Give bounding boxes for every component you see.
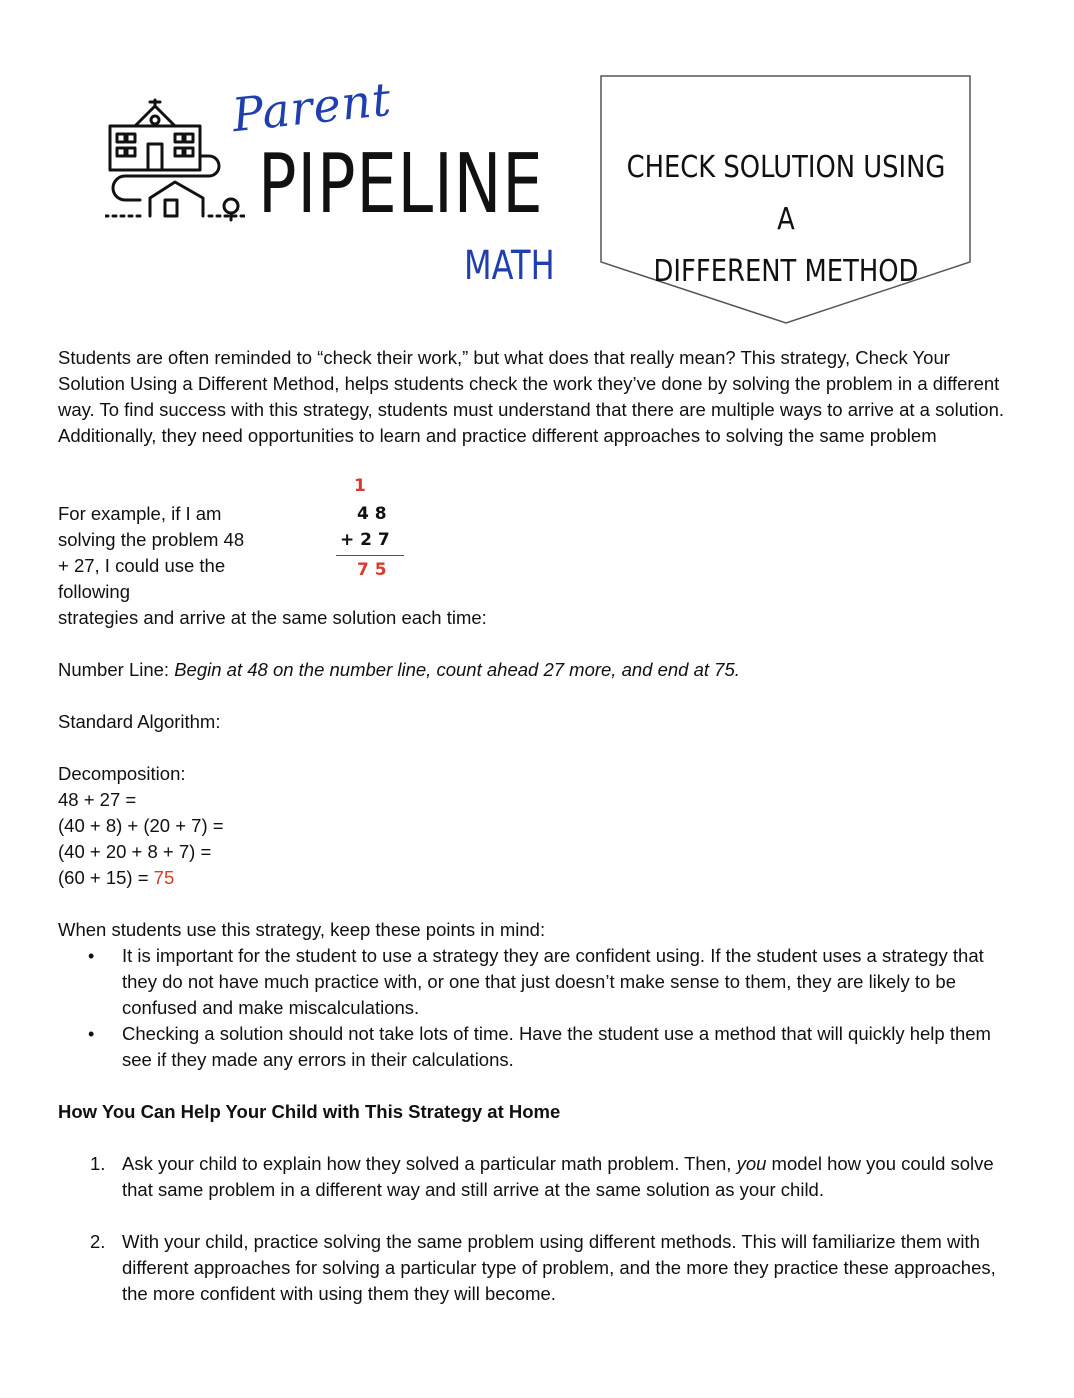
logo-pipeline-text: PIPELINE	[258, 137, 544, 232]
decomposition-line-3: (40 + 20 + 8 + 7) =	[58, 841, 212, 862]
carry-digit: 1	[354, 476, 366, 496]
example-continuation: strategies and arrive at the same solution each time:	[58, 607, 487, 628]
number-line-paragraph	[58, 657, 1018, 683]
list-item	[90, 1229, 1018, 1307]
help-item-1-emphasis: you	[736, 1153, 767, 1174]
points-list	[58, 943, 1018, 1073]
help-heading: How You Can Help Your Child with This Strategy at Home	[58, 1101, 561, 1122]
example-block	[58, 475, 1018, 605]
list-item: • It is important for the student to use a strategy they are confident using. If the student uses a strategy that they do not have much practice with, or one that just doesn’t make sense to them, they are likely to be confused and make miscalculations.	[122, 943, 1018, 1021]
number-line-label: Number Line:	[58, 659, 175, 680]
document-body	[58, 345, 1018, 1307]
addition-calculation	[336, 475, 416, 585]
list-item	[90, 1151, 1018, 1203]
page-title-line-2: DIFFERENT METHOD	[653, 254, 919, 289]
logo-math-text: MATH	[464, 243, 555, 289]
decomposition-answer: 75	[153, 867, 175, 888]
help-item-2: With your child, practice solving the same problem using different methods. This will familiarize them with different approaches for solving a particular type of problem, and the more they practice these approaches, the more confident with using them they will become.	[122, 1231, 996, 1304]
decomposition-line-2: (40 + 8) + (20 + 7) =	[58, 815, 224, 836]
number-line-text: Begin at 48 on the number line, count ahead 27 more, and end at 75.	[174, 659, 740, 680]
decomposition-last-prefix: (60 + 15) =	[58, 867, 154, 888]
sum-result: 7 5	[357, 560, 387, 580]
list-item: • Checking a solution should not take lots of time. Have the student use a method that will quickly help them see if they made any errors in their calculations.	[122, 1021, 1018, 1073]
example-text: For example, if I am solving the problem 48 + 27, I could use the following	[58, 503, 245, 602]
decomposition-line-1: 48 + 27 =	[58, 789, 137, 810]
help-list	[58, 1151, 1018, 1307]
decomposition-line-4	[58, 865, 1018, 891]
points-intro: When students use this strategy, keep these points in mind:	[58, 919, 546, 940]
list-number: 2.	[90, 1231, 106, 1252]
top-addend: 4 8	[357, 504, 387, 524]
standard-algorithm-label: Standard Algorithm:	[58, 711, 221, 732]
help-item-1-b: model how you could solve that same problem in a different way and still arrive at the same solution as your child.	[122, 1153, 994, 1200]
sum-line	[336, 555, 404, 556]
page-title-line-1: CHECK SOLUTION USING A	[626, 150, 946, 237]
logo-parent-text: Parent	[229, 71, 395, 143]
decomposition-label: Decomposition:	[58, 763, 186, 784]
bottom-addend: + 2 7	[340, 530, 390, 550]
page-title	[600, 142, 972, 298]
school-house-logo-icon	[105, 98, 245, 233]
list-number: 1.	[90, 1153, 106, 1174]
intro-paragraph: Students are often reminded to “check their work,” but what does that really mean? This strategy, Check Your Solution Using a Different Method, helps students check the work they’ve done by solving the problem in a different way. To find success with this strategy, students must understand that there are multiple ways to arrive at a solution. Additionally, they need opportunities to learn and practice different approaches to solving the same problem	[58, 347, 1005, 446]
help-item-1-a: Ask your child to explain how they solved a particular math problem. Then,	[122, 1153, 737, 1174]
